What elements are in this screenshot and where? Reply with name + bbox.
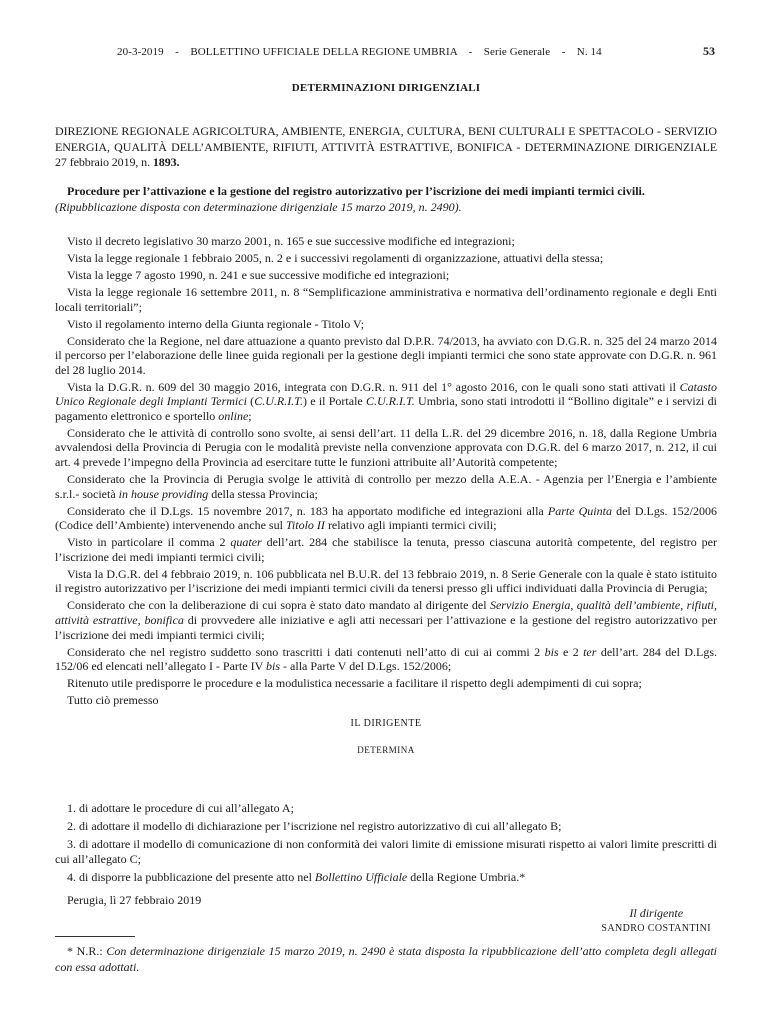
signature-block [601, 906, 711, 934]
footnote-mark: * N.R.: [67, 944, 107, 958]
list-item: 1. di adottare le procedure di cui all’allegato A; [67, 801, 294, 815]
paragraph: Vista la D.G.R. del 4 febbraio 2019, n. 106 pubblicata nel B.U.R. del 13 febbraio 2019, n. 8 Serie Generale con la quale è stato istituito il registro autorizzativo per l’iscrizione dei medi impianti termici civili da tenersi presso gli uffici individuati dalla Provincia di Perugia; [55, 566, 717, 596]
paragraph [55, 504, 717, 533]
procedure-block [55, 184, 717, 215]
text-run: Considerato che con la deliberazione di cui sopra è stato dato mandato al dirigente del [67, 598, 490, 613]
text-run: della stessa Provincia; [208, 486, 318, 501]
text-run: di provvedere alle iniziative e agli atti necessari per l’attivazione e la gestione del registro autorizzativo per l’iscrizione dei medi impianti termici civili; [55, 612, 717, 642]
signature-role: Il dirigente [629, 906, 684, 920]
direzione-text: DIREZIONE REGIONALE AGRICOLTURA, AMBIENTE, ENERGIA, CULTURA, BENI CULTURALI E SPETTACOLO - SERVIZIO ENERGIA, QUALITÀ DELL’AMBIENTE, RIFIUTI, ATTIVITÀ ESTRATTIVE, BONIFICA - DETERMINAZIONE DIRIGENZIALE 27 febbraio 2019, n. [55, 124, 717, 169]
signature-name: SANDRO COSTANTINI [601, 923, 711, 934]
paragraph [55, 380, 717, 424]
footnote [55, 944, 717, 975]
header-series: Serie Generale [483, 46, 551, 58]
footnote-text: Con determinazione dirigenziale 15 marzo 2019, n. 2490 è stata disposta la ripubblicazione dell’atto completa degli allegati con essa adottati. [55, 944, 717, 974]
section-title: DETERMINAZIONI DIRIGENZIALI [291, 82, 481, 94]
text-run-italic: ter [583, 644, 597, 659]
page-header [55, 44, 717, 59]
text-run-italic: Titolo II [285, 518, 325, 533]
header-left [117, 46, 602, 58]
text-run-italic: quater [230, 535, 262, 550]
procedure-title: Procedure per l’attivazione e la gestione del registro autorizzativo per l’iscrizione dei medi impianti termici civili. [67, 184, 645, 198]
text-run-italic: Bollettino Ufficiale [314, 869, 408, 884]
il-dirigente-heading: IL DIRIGENTE [350, 717, 422, 729]
text-run-italic: Parte Quinta [547, 503, 612, 518]
paragraph: Ritenuto utile predisporre le procedure e la modulistica necessarie a facilitare il rispetto degli adempimenti di cui sopra; [67, 676, 642, 691]
text-run: Umbria, sono stati introdotti il “Bollino digitale” e i servizi di pagamento elettronico e sportello [55, 394, 717, 423]
header-separator: - [175, 46, 179, 58]
text-run: dell’art. 284 del D.Lgs. 152/06 ed elencati nell’allegato I - Parte IV [55, 644, 717, 674]
text-run: 4. di disporre la pubblicazione del presente atto nel [67, 869, 315, 884]
text-run-italic: bis [544, 644, 559, 659]
paragraph: Considerato che la Regione, nel dare attuazione a quanto previsto dal D.P.R. 74/2013, ha avviato con D.G.R. n. 325 del 24 marzo 2014 il percorso per l’elaborazione delle linee guida regionali per la gestione degli impianti termici che sono state approvate con D.G.R. n. 961 del 28 luglio 2014. [55, 333, 717, 377]
text-run: - alla Parte V del D.Lgs. 152/2006; [280, 659, 452, 674]
text-run: dell’art. 284 che stabilisce la tenuta, presso ciascuna autorità competente, del registro per l’iscrizione dei medi impianti termici civili; [55, 535, 718, 564]
paragraph [55, 598, 717, 642]
republication-note: (Ripubblicazione disposta con determinazione dirigenziale 15 marzo 2019, n. 2490). [55, 199, 462, 214]
text-run: Visto in particolare il comma 2 [67, 535, 231, 550]
text-run: e 2 [558, 644, 584, 659]
text-run-italic: C.U.R.I.T. [366, 394, 415, 409]
header-date: 20-3-2019 [117, 46, 164, 58]
text-run-italic: bis [266, 659, 281, 674]
list-item: 2. di adottare il modello di dichiarazione per l’iscrizione nel registro autorizzativo di cui all’allegato B; [67, 818, 562, 833]
text-run-italic: Catasto Unico Regionale degli Impianti Termici [55, 379, 717, 409]
page-number: 53 [703, 44, 715, 58]
paragraph [55, 645, 717, 674]
determination-number: 1893. [152, 155, 180, 169]
list-item [55, 870, 717, 885]
text-run: Considerato che la Provincia di Perugia svolge le attività di controllo per mezzo della A.E.A. - Agenzia per l’Energia e l’ambiente s.r.l.- società [55, 472, 717, 501]
text-run: Considerato che nel registro suddetto sono trascritti i dati contenuti nell’atto di cui ai commi 2 [67, 644, 545, 659]
text-run: relativo agli impianti termici civili; [324, 518, 497, 533]
paragraph [55, 535, 717, 564]
direzione-heading [55, 124, 717, 171]
text-run-italic: C.U.R.I.T. [254, 394, 303, 409]
paragraph: Vista la legge regionale 16 settembre 2011, n. 8 “Semplificazione amministrativa e normativa dell’ordinamento regionale e degli Enti locali territoriali”; [55, 284, 717, 314]
text-run-italic: in house providing [118, 486, 209, 501]
list-item: 3. di adottare il modello di comunicazione di non conformità dei valori limite di emissione misurati rispetto ai valori limite prescritti di cui all’allegato C; [55, 836, 717, 866]
paragraph [55, 472, 717, 501]
text-run: ; [248, 408, 252, 423]
header-bulletin-name: BOLLETTINO UFFICIALE DELLA REGIONE UMBRIA [190, 46, 458, 58]
document-body [55, 234, 717, 760]
text-run: Considerato che il D.Lgs. 15 novembre 2017, n. 183 ha apportato modifiche ed integrazioni alla [67, 503, 548, 518]
paragraph: Vista la legge 7 agosto 1990, n. 241 e sue successive modifiche ed integrazioni; [67, 267, 450, 282]
place-date: Perugia, lì 27 febbraio 2019 [67, 893, 202, 907]
text-run: Vista la D.G.R. n. 609 del 30 maggio 2016, integrata con D.G.R. n. 911 del 1° agosto 2016, con le quali sono stati attivati il [67, 379, 680, 394]
paragraph: Considerato che le attività di controllo sono svolte, ai sensi dell’art. 11 della L.R. del 29 dicembre 2016, n. 18, dalla Regione Umbria avvalendosi della Provincia di Perugia con le modalità previste nella convenzione approvata con D.G.R. del 6 marzo 2017, n. 212, il cui art. 4 prevede l’impegno della Provincia ad esercitare tutte le funzioni attribuite all’Autorità competente; [55, 425, 717, 470]
determina-heading: DETERMINA [357, 745, 415, 756]
text-run: della Regione Umbria.* [407, 869, 526, 884]
text-run: ( [246, 394, 255, 409]
header-issue: N. 14 [576, 46, 602, 58]
text-run: ) e il Portale [302, 394, 367, 409]
text-run-italic: online [218, 408, 249, 423]
paragraph: Visto il decreto legislativo 30 marzo 2001, n. 165 e sue successive modifiche ed integrazioni; [67, 234, 515, 248]
header-separator: - [468, 46, 473, 58]
footnote-rule [55, 936, 135, 937]
determination-items [55, 801, 717, 888]
paragraph: Tutto ciò premesso [67, 693, 159, 708]
text-run-italic: Servizio Energia, qualità dell’ambiente, rifiuti, attività estrattive, bonifica [55, 598, 717, 627]
paragraph: Vista la legge regionale 1 febbraio 2005, n. 2 e i successivi regolamenti di organizzazione, attuativi della stessa; [67, 250, 604, 265]
header-separator: - [561, 46, 566, 58]
text-run: del D.Lgs. 152/2006 (Codice dell’Ambiente) intervenendo anche sul [55, 503, 717, 533]
paragraph: Visto il regolamento interno della Giunta regionale - Titolo V; [67, 316, 365, 331]
